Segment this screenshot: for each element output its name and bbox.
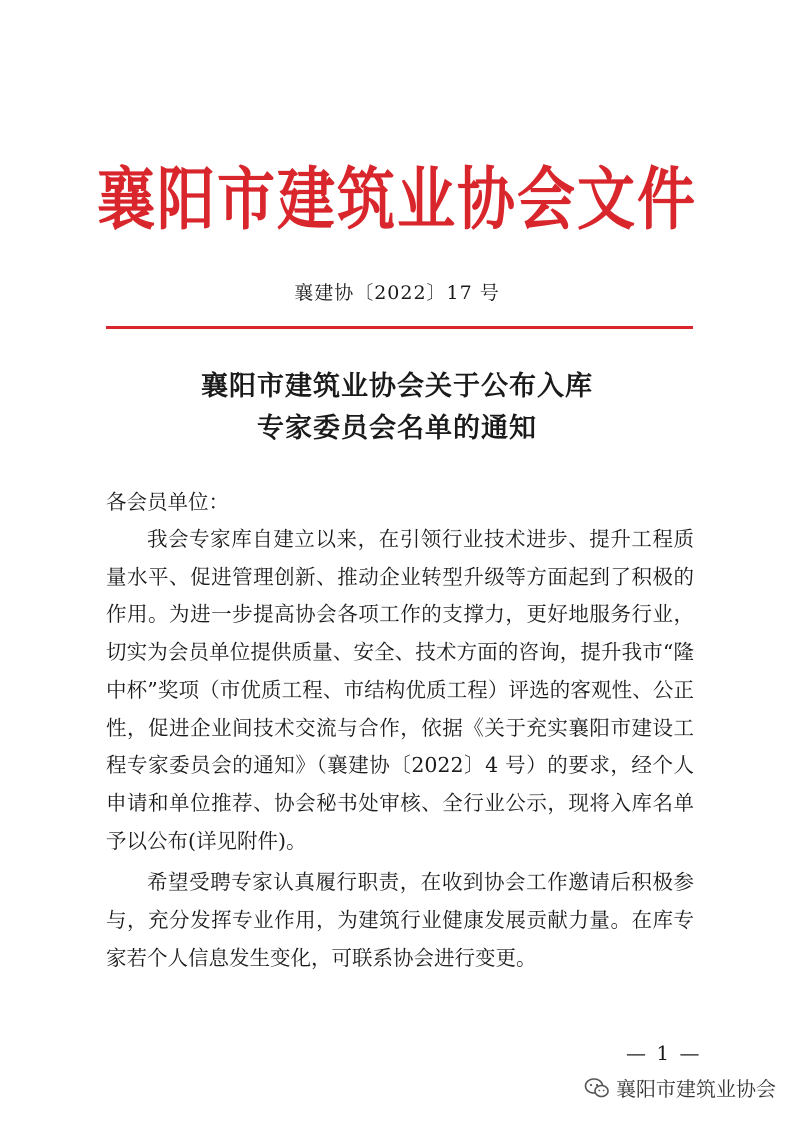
document-title-line-1: 襄阳市建筑业协会关于公布入库: [201, 371, 593, 402]
document-masthead: 襄阳市建筑业协会文件: [96, 159, 697, 240]
salutation: 各会员单位：: [106, 490, 229, 514]
body-paragraph-1: 我会专家库自建立以来，在引领行业技术进步、提升工程质量水平、促进管理创新、推动企业转型升级等方面起到了积极的作用。为进一步提高协会各项工作的支撑力，更好地服务行业，切实为会员单位提供质量、安全、技术方面的咨询，提升我市“隆中杯”奖项（市优质工程、市结构优质工程）评选的客观性、公正性，促进企业间技术交流与合作，依据《关于充实襄阳市建设工程专家委员会的通知》（襄建协〔2022〕4 号）的要求，经个人申请和单位推荐、协会秘书处审核、全行业公示，现将入库名单予以公布(详见附件)。: [106, 527, 694, 853]
body-paragraph-2: 希望受聘专家认真履行职责，在收到协会工作邀请后积极参与，充分发挥专业作用，为建筑行业健康发展贡献力量。在库专家若个人信息发生变化，可联系协会进行变更。: [106, 870, 694, 970]
wechat-icon: [584, 1077, 610, 1099]
document-body: [106, 521, 694, 977]
red-divider-line: [106, 326, 693, 329]
page-number: — 1 —: [626, 1041, 702, 1065]
watermark-text: 襄阳市建筑业协会: [616, 1077, 776, 1101]
document-title: [0, 366, 794, 450]
document-number: 襄建协〔2022〕17 号: [294, 282, 500, 304]
document-title-line-2: 专家委员会名单的通知: [257, 413, 537, 444]
wechat-watermark: [584, 1073, 776, 1102]
